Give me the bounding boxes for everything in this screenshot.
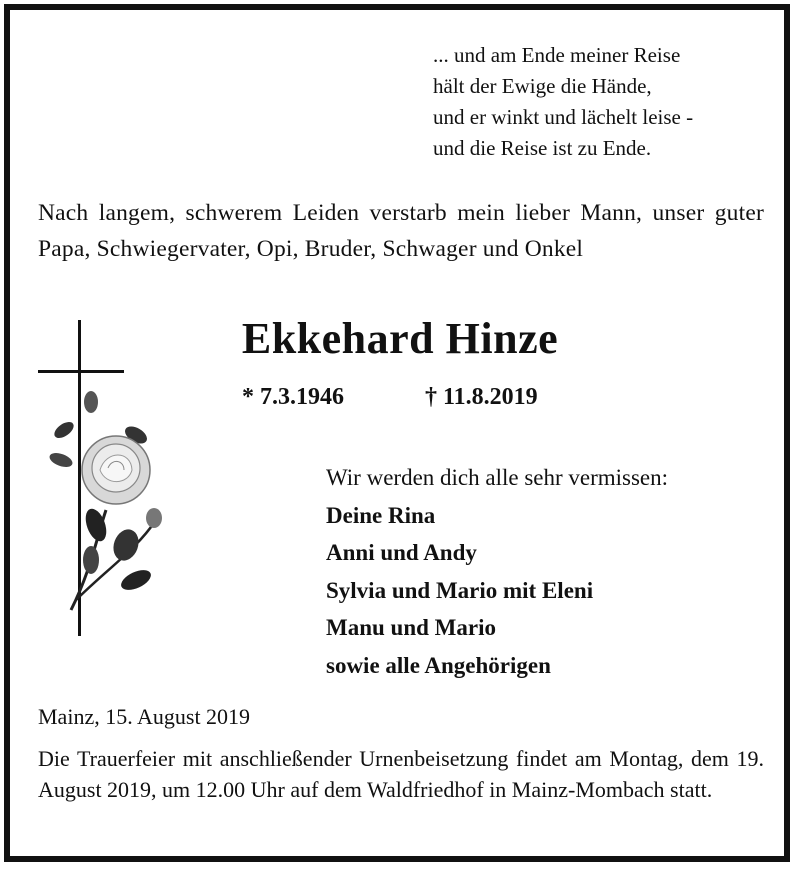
poem-line: ... und am Ende meiner Reise	[433, 43, 681, 67]
mourner-line: Deine Rina	[326, 502, 436, 528]
mourner-line: sowie alle Angehörigen	[326, 652, 551, 678]
mourner-line: Sylvia und Mario mit Eleni	[326, 577, 594, 603]
poem	[433, 40, 693, 164]
intro-text: Nach langem, schwerem Leiden verstarb mein lieber Mann, unser guter Papa, Schwiegervater, Opi, Bruder, Schwager und Onkel	[38, 200, 764, 262]
birth-date: * 7.3.1946	[242, 384, 344, 410]
poem-line: und er winkt und lächelt leise -	[433, 105, 694, 129]
mourners	[326, 459, 668, 684]
funeral-info: Die Trauerfeier mit anschließender Urnenbeisetzung findet am Montag, dem 19. August 2019, um 12.00 Uhr auf dem Waldfriedhof in Mainz-Mombach statt.	[38, 746, 764, 802]
mourners-lead: Wir werden dich alle sehr vermissen:	[326, 465, 669, 490]
poem-line: hält der Ewige die Hände,	[433, 74, 652, 98]
deceased-name: Ekkehard Hinze	[241, 314, 559, 363]
death-date: † 11.8.2019	[425, 384, 538, 410]
poem-line: und die Reise ist zu Ende.	[433, 136, 652, 160]
cross-rose-icon	[36, 320, 176, 640]
mourner-line: Anni und Andy	[326, 540, 477, 565]
mourner-line: Manu und Mario	[326, 615, 496, 640]
place-date: Mainz, 15. August 2019	[38, 704, 251, 729]
